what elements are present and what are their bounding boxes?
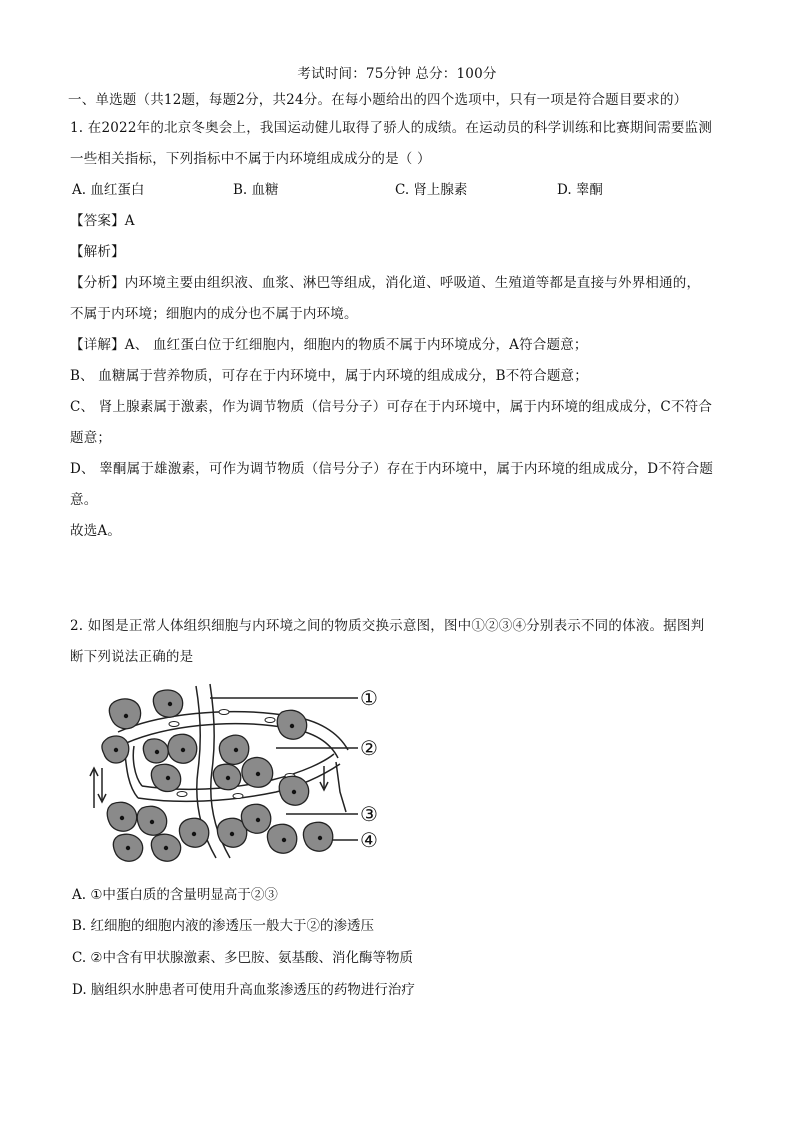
q1-detail-line4: 题意；	[70, 430, 112, 446]
q1-option-d: D. 睾酮	[557, 182, 603, 198]
body-fluid-diagram	[78, 680, 398, 866]
q2-option-c: C. ②中含有甲状腺激素、多巴胺、氨基酸、消化酶等物质	[72, 950, 414, 966]
q1-option-c: C. 肾上腺素	[395, 182, 468, 198]
q2-option-b: B. 红细胞的细胞内液的渗透压一般大于②的渗透压	[72, 918, 375, 934]
q1-option-a: A. 血红蛋白	[72, 182, 145, 198]
q1-detail-line3: C、 肾上腺素属于激素，作为调节物质（信号分子）可存在于内环境中，属于内环境的组成成分，C不符合	[70, 399, 713, 415]
label-4: ④	[360, 828, 378, 852]
label-1: ①	[360, 686, 378, 710]
q1-detail-line6: 意。	[70, 492, 98, 508]
q1-fenxi-line2: 不属于内环境；细胞内的成分也不属于内环境。	[70, 306, 358, 322]
q1-detail-line2: B、 血糖属于营养物质，可存在于内环境中，属于内环境的组成成分，B不符合题意；	[70, 368, 588, 384]
label-2: ②	[360, 736, 378, 760]
exam-header: 考试时间：75分钟 总分：100分	[297, 66, 497, 82]
q1-detail-line1: 【详解】A、 血红蛋白位于红细胞内，细胞内的物质不属于内环境成分，A符合题意；	[70, 337, 588, 353]
q1-conclusion: 故选A。	[70, 523, 122, 539]
q1-stem-line1: 1. 在2022年的北京冬奥会上，我国运动健儿取得了骄人的成绩。在运动员的科学训练和比赛期间需要监测	[70, 120, 713, 136]
q2-option-a: A. ①中蛋白质的含量明显高于②③	[72, 887, 278, 903]
q2-stem-line1: 2. 如图是正常人体组织细胞与内环境之间的物质交换示意图，图中①②③④分别表示不同的体液。据图判	[70, 618, 705, 634]
q1-stem-line2: 一些相关指标，下列指标中不属于内环境组成成分的是（ ）	[70, 151, 431, 167]
q1-fenxi-line1: 【分析】内环境主要由组织液、血浆、淋巴等组成，消化道、呼吸道、生殖道等都是直接与外界相通的，	[70, 275, 701, 291]
q2-stem-line2: 断下列说法正确的是	[70, 649, 194, 665]
q1-analysis-tag: 【解析】	[70, 244, 125, 260]
label-3: ③	[360, 802, 378, 826]
q2-option-d: D. 脑组织水肿患者可使用升高血浆渗透压的药物进行治疗	[72, 982, 415, 998]
q1-answer: 【答案】A	[70, 213, 135, 229]
q1-option-b: B. 血糖	[233, 182, 279, 198]
section-title: 一、单选题（共12题，每题2分，共24分。在每小题给出的四个选项中，只有一项是符合题目要求的）	[68, 92, 688, 108]
q1-detail-line5: D、 睾酮属于雄激素，可作为调节物质（信号分子）存在于内环境中，属于内环境的组成成分，D不符合题	[70, 461, 714, 477]
